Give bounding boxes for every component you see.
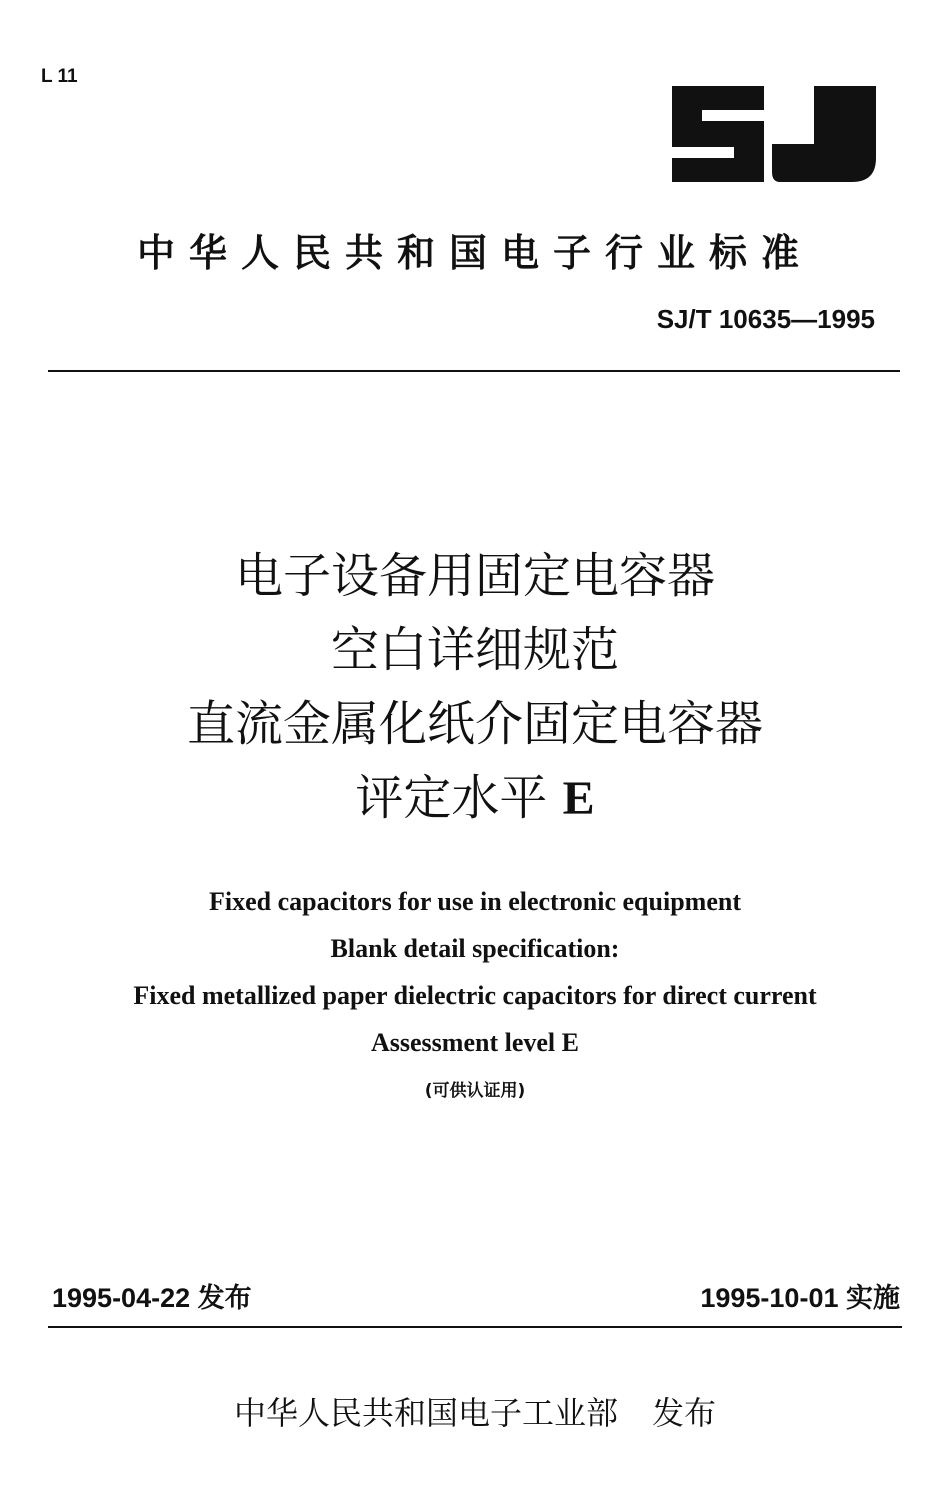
english-title-line-1: Fixed capacitors for use in electronic equipment <box>209 887 741 916</box>
standard-code: SJ/T 10635—1995 <box>656 304 875 334</box>
classification-code: L 11 <box>41 66 78 87</box>
publisher-line <box>0 1388 950 1434</box>
certification-note: (可供认证用) <box>424 1081 526 1101</box>
chinese-title-line-3: 直流金属化纸介固定电容器 <box>186 696 763 752</box>
implementation-date-line <box>700 1276 900 1315</box>
issuer-standard-title: 中华人民共和国电子行业标准 <box>136 231 813 275</box>
chinese-title-level-letter: E <box>562 772 595 825</box>
chinese-title-line-4 <box>0 768 950 829</box>
issue-date-line <box>52 1276 252 1315</box>
implementation-label: 实施 <box>846 1283 900 1313</box>
sj-logo <box>668 80 880 188</box>
publisher-action: 发布 <box>652 1394 717 1432</box>
issue-label: 发布 <box>197 1283 252 1313</box>
footer-divider <box>48 1326 902 1328</box>
implementation-date: 1995-10-01 <box>700 1283 839 1313</box>
chinese-title-level-text: 评定水平 <box>355 770 548 826</box>
issue-date: 1995-04-22 <box>52 1283 191 1313</box>
english-title-line-2: Blank detail specification: <box>330 934 620 963</box>
chinese-title-line-2: 空白详细规范 <box>330 622 619 678</box>
header-divider <box>48 370 900 372</box>
chinese-title-line-1: 电子设备用固定电容器 <box>234 548 715 604</box>
english-title-line-4: Assessment level E <box>371 1028 579 1057</box>
publisher-name: 中华人民共和国电子工业部 <box>233 1394 618 1432</box>
english-title-line-3: Fixed metallized paper dielectric capacitors for direct current <box>133 981 817 1010</box>
